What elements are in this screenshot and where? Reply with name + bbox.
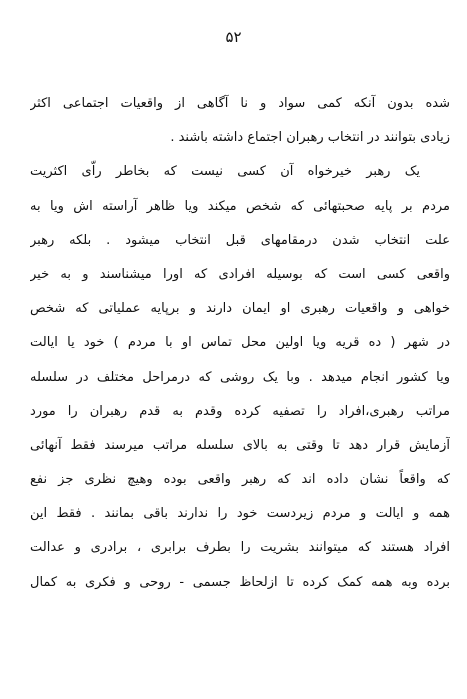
text-line: که واقعاً نشان داده اند که رهبر واقعی بوده وهیچ نظری جز نفع	[30, 472, 450, 488]
text-line: واقعی کسی است که بوسیله افرادی که اورا میشناسند و به خیر	[30, 266, 450, 282]
body-text	[30, 87, 450, 600]
page-number: ۵۲	[225, 28, 242, 46]
text-line: آزمایش قرار دهد تا وقتی به بالای سلسله مراتب میرسند فقط آنهائی	[30, 437, 450, 453]
text-line: در شهر ( ده قریه ویا اولین محل تماس او با مردم ) خود یا ایالت	[30, 335, 450, 351]
text-line: ویا کشور انجام میدهد . وبا یک روشی که درمراحل مختلف در سلسله	[30, 369, 450, 385]
text-line: برده وبه همه کمک کرده تا ازلحاظ جسمی - روحی و فکری به کمال	[30, 574, 450, 590]
text-line: مردم بر پایه صحبتهائی که شخص میکند ویا ظاهر آراسته اش ویا به	[30, 198, 450, 214]
text-line: زیادی بتوانند در انتخاب رهبران اجتماع داشته باشند .	[170, 130, 450, 146]
text-line: شده بدون آنکه کمی سواد و نا آگاهی از واقعیات اجتماعی اکثر	[30, 96, 450, 111]
text-line: افراد هستند که میتوانند بشریت را بطرف برابری ، برادری و عدالت	[30, 540, 450, 556]
text-line: خواهی و واقعیات رهبری او ایمان دارند و برپایه عملیاتی که شخص	[30, 301, 450, 317]
text-line: همه و ایالت و مردم زیردست خود را ندارند باقی بمانند . فقط این	[30, 506, 450, 522]
text-line: مراتب رهبری،افراد را تصفیه کرده وقدم به قدم رهبران را مورد	[30, 403, 450, 419]
text-line: علت انتخاب شدن درمقامهای قبل انتخاب میشود . بلکه رهبر	[30, 232, 450, 248]
text-line: یک رهبر خیرخواه آن کسی نیست که بخاطر راّی اکثریت	[30, 164, 420, 180]
